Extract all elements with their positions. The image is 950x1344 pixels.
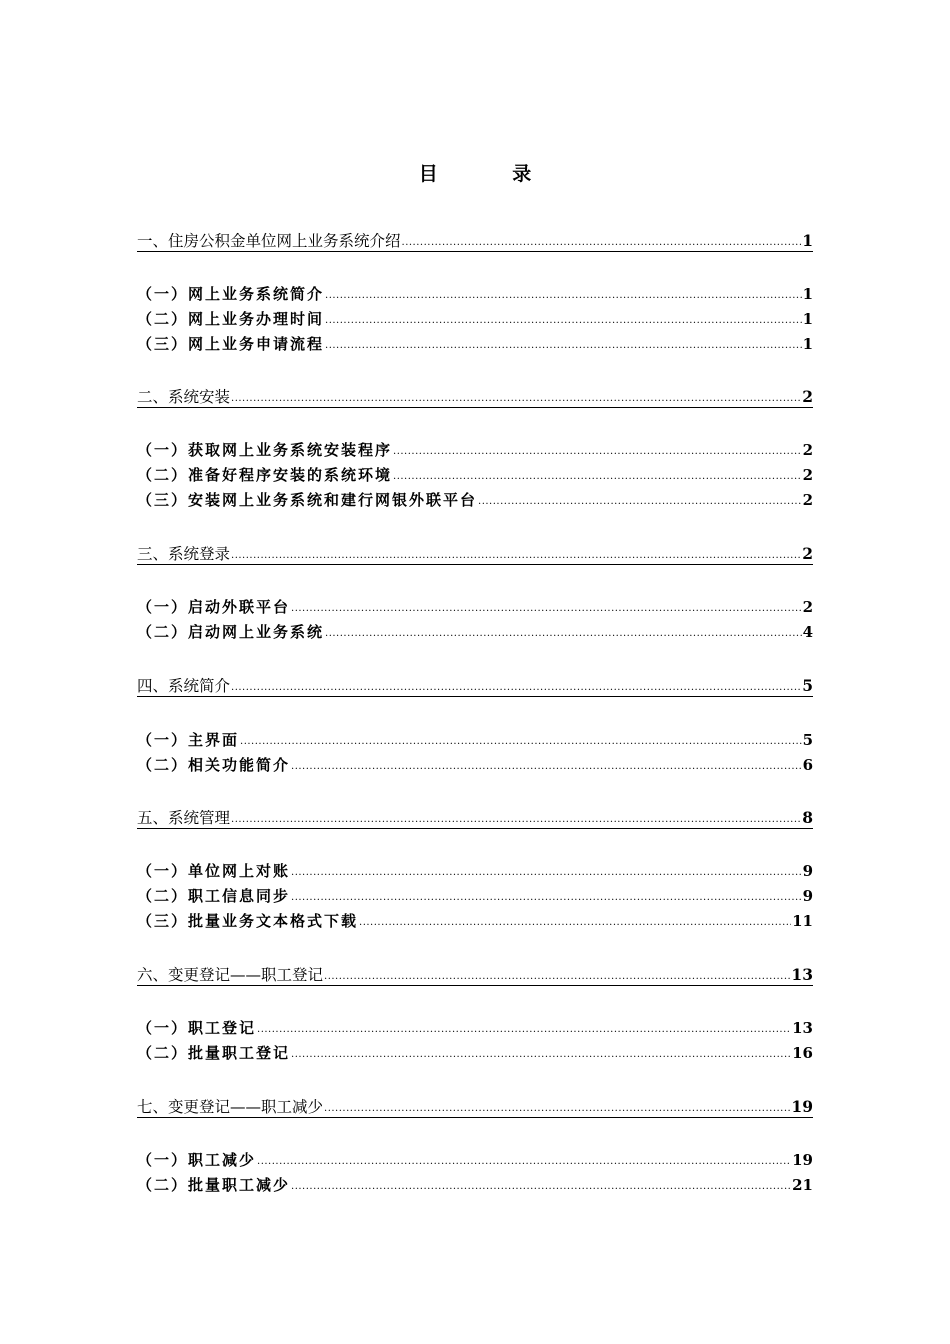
toc-page-number: 1 bbox=[802, 285, 813, 303]
toc-section-entry[interactable] bbox=[137, 1147, 813, 1169]
toc-entry-label: 二、系统安装 bbox=[137, 388, 231, 406]
dot-leader bbox=[231, 392, 801, 406]
toc-title: 目 录 bbox=[418, 163, 566, 185]
toc-chapter-entry[interactable] bbox=[137, 228, 813, 252]
toc-page-number: 13 bbox=[792, 1019, 813, 1037]
toc-section-entry[interactable] bbox=[137, 619, 813, 641]
dot-leader bbox=[325, 627, 802, 641]
toc-entry-label: 五、系统管理 bbox=[137, 809, 231, 827]
dot-leader bbox=[231, 813, 801, 827]
toc-section-entry[interactable] bbox=[137, 1015, 813, 1037]
dot-leader bbox=[291, 1048, 791, 1062]
dot-leader bbox=[291, 760, 802, 774]
toc-entry-label: （一）职工登记 bbox=[137, 1019, 257, 1037]
dot-leader bbox=[325, 314, 802, 328]
toc-page-number: 9 bbox=[802, 862, 813, 880]
dot-leader bbox=[393, 470, 802, 484]
dot-leader bbox=[257, 1023, 791, 1037]
toc-page-number: 19 bbox=[791, 1097, 813, 1116]
toc-section-entry[interactable] bbox=[137, 594, 813, 616]
toc-page-number: 21 bbox=[792, 1176, 813, 1194]
dot-leader bbox=[291, 866, 802, 880]
toc-section-entry[interactable] bbox=[137, 858, 813, 880]
toc-page-number: 5 bbox=[802, 676, 813, 695]
toc-section-entry[interactable] bbox=[137, 727, 813, 749]
dot-leader bbox=[291, 891, 802, 905]
toc-page-number: 5 bbox=[802, 731, 813, 749]
toc-section-entry[interactable] bbox=[137, 752, 813, 774]
toc-section-entry[interactable] bbox=[137, 1040, 813, 1062]
toc-page-number: 6 bbox=[802, 756, 813, 774]
toc-entry-label: （二）批量职工减少 bbox=[137, 1176, 291, 1194]
toc-entry-label: （一）单位网上对账 bbox=[137, 862, 291, 880]
toc-entry-label: 三、系统登录 bbox=[137, 545, 231, 563]
dot-leader bbox=[325, 289, 802, 303]
toc-page-number: 8 bbox=[802, 808, 813, 827]
toc-page-number: 13 bbox=[791, 965, 813, 984]
dot-leader bbox=[325, 339, 802, 353]
toc-section-entry[interactable] bbox=[137, 1172, 813, 1194]
toc-page-number: 19 bbox=[792, 1151, 813, 1169]
toc-entry-label: 四、系统简介 bbox=[137, 677, 231, 695]
dot-leader bbox=[393, 445, 802, 459]
toc-page-number: 16 bbox=[792, 1044, 813, 1062]
toc-entry-label: （三）批量业务文本格式下载 bbox=[137, 912, 359, 930]
toc-entry-label: （一）职工减少 bbox=[137, 1151, 257, 1169]
toc-page-number: 2 bbox=[802, 441, 813, 459]
dot-leader bbox=[324, 1102, 790, 1116]
toc-section-entry[interactable] bbox=[137, 462, 813, 484]
toc-chapter-entry[interactable] bbox=[137, 962, 813, 986]
toc-entry-label: （二）职工信息同步 bbox=[137, 887, 291, 905]
toc-entry-label: （一）获取网上业务系统安装程序 bbox=[137, 441, 393, 459]
dot-leader bbox=[359, 916, 791, 930]
toc-chapter-entry[interactable] bbox=[137, 805, 813, 829]
toc-page-number: 1 bbox=[802, 335, 813, 353]
toc-entry-label: （二）准备好程序安装的系统环境 bbox=[137, 466, 393, 484]
dot-leader bbox=[240, 735, 802, 749]
toc-section-entry[interactable] bbox=[137, 487, 813, 509]
dot-leader bbox=[402, 236, 802, 250]
dot-leader bbox=[257, 1155, 791, 1169]
toc-entry-label: （一）主界面 bbox=[137, 731, 240, 749]
toc-page-number: 2 bbox=[802, 491, 813, 509]
toc-chapter-entry[interactable] bbox=[137, 541, 813, 565]
toc-entry-label: 七、变更登记——职工减少 bbox=[137, 1098, 324, 1116]
toc-section-entry[interactable] bbox=[137, 437, 813, 459]
toc-page-number: 2 bbox=[802, 544, 813, 563]
toc-section-entry[interactable] bbox=[137, 331, 813, 353]
toc-entry-label: 六、变更登记——职工登记 bbox=[137, 966, 324, 984]
toc-entry-label: （一）网上业务系统简介 bbox=[137, 285, 325, 303]
toc-page-number: 2 bbox=[802, 387, 813, 406]
toc-page-number: 2 bbox=[802, 466, 813, 484]
toc-entry-label: （二）启动网上业务系统 bbox=[137, 623, 325, 641]
dot-leader bbox=[291, 1180, 791, 1194]
toc-page-number: 4 bbox=[802, 623, 813, 641]
toc-entry-label: （三）网上业务申请流程 bbox=[137, 335, 325, 353]
dot-leader bbox=[478, 495, 802, 509]
toc-chapter-entry[interactable] bbox=[137, 384, 813, 408]
toc-entry-label: （二）相关功能简介 bbox=[137, 756, 291, 774]
toc-page-number: 9 bbox=[802, 887, 813, 905]
toc-page-number: 11 bbox=[792, 912, 813, 930]
dot-leader bbox=[324, 970, 790, 984]
toc-section-entry[interactable] bbox=[137, 883, 813, 905]
dot-leader bbox=[231, 681, 801, 695]
toc-page-number: 2 bbox=[802, 598, 813, 616]
toc-entry-label: （二）网上业务办理时间 bbox=[137, 310, 325, 328]
toc-entry-label: （三）安装网上业务系统和建行网银外联平台 bbox=[137, 491, 478, 509]
toc-chapter-entry[interactable] bbox=[137, 673, 813, 697]
toc-section-entry[interactable] bbox=[137, 306, 813, 328]
toc-chapter-entry[interactable] bbox=[137, 1094, 813, 1118]
toc-entry-label: （一）启动外联平台 bbox=[137, 598, 291, 616]
toc-page-number: 1 bbox=[802, 310, 813, 328]
toc-section-entry[interactable] bbox=[137, 908, 813, 930]
toc-section-entry[interactable] bbox=[137, 281, 813, 303]
toc-entry-label: （二）批量职工登记 bbox=[137, 1044, 291, 1062]
dot-leader bbox=[231, 549, 801, 563]
toc-page-number: 1 bbox=[802, 231, 813, 250]
toc-entry-label: 一、住房公积金单位网上业务系统介绍 bbox=[137, 232, 401, 250]
dot-leader bbox=[291, 602, 802, 616]
